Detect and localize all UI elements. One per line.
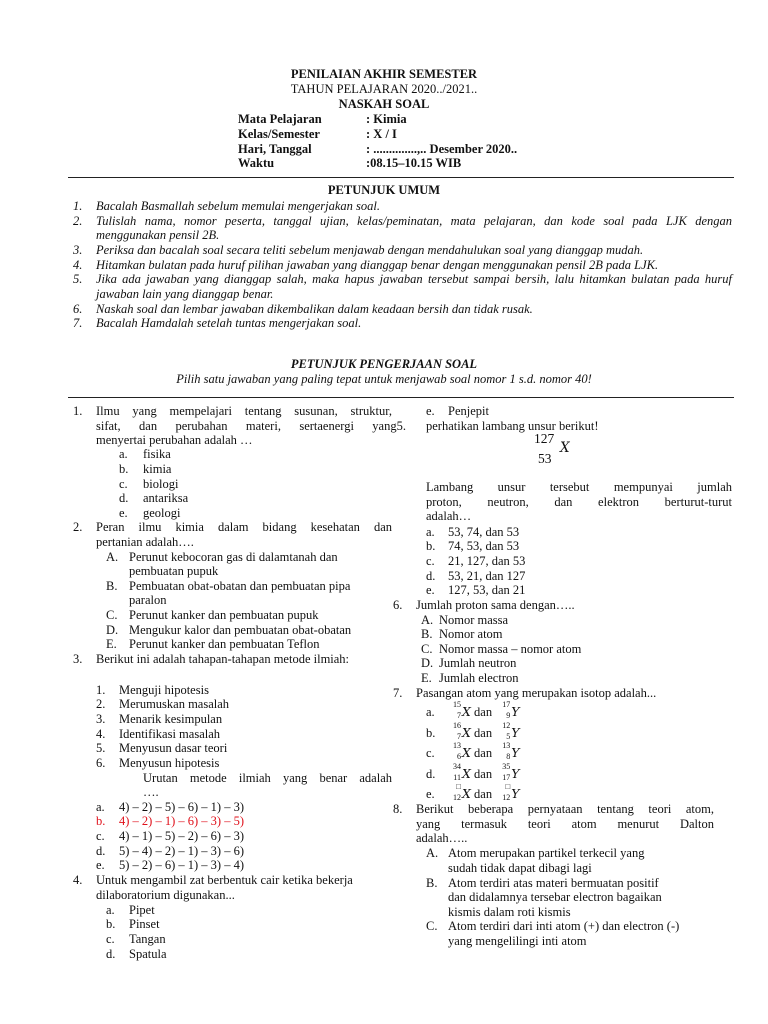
question-prompt: Urutan metode ilmiah yang benar adalah — [143, 771, 392, 785]
mass-number: 34 — [453, 762, 461, 771]
element-symbol: X — [462, 725, 471, 740]
question-text: adalah….. — [416, 831, 468, 845]
step-text: Identifikasi masalah — [119, 727, 221, 741]
option-key: a. — [106, 903, 115, 917]
option-text: Jumlah electron — [439, 671, 519, 685]
mass-number: □ — [456, 782, 461, 791]
mass-number: 16 — [453, 721, 461, 730]
question-text: sifat, dan perubahan materi, sertaenergi yang5. — [96, 419, 406, 433]
work-instruction: Pilih satu jawaban yang paling tepat untuk menjawab soal nomor 1 s.d. nomor 40! — [176, 372, 592, 386]
mass-number: 17 — [502, 700, 511, 709]
option-key: c. — [426, 554, 435, 568]
option-key: C. — [421, 642, 433, 656]
general-line: Naskah soal dan lembar jawaban dikembalikan dalam keadaan bersih dan tidak rusak. — [96, 302, 533, 316]
option-key: a. — [426, 525, 435, 539]
question-text: Berikut ini adalah tahapan-tahapan metode ilmiah: — [96, 652, 350, 666]
option-text: Pinset — [129, 917, 160, 931]
general-line: jawaban lain yang dianggap benar. — [96, 287, 274, 301]
step-text: Menyusun hipotesis — [119, 756, 220, 770]
general-num: 1. — [73, 199, 83, 213]
option-text: Spatula — [129, 947, 167, 961]
option-key: D. — [421, 656, 434, 670]
step-text: Merumuskan masalah — [119, 697, 230, 711]
question-number: 7. — [393, 686, 403, 700]
atomic-number: 9 — [506, 711, 511, 720]
meta-value-date: : ..............,.. Desember 2020.. — [366, 142, 518, 156]
dan-word: dan — [474, 746, 493, 760]
option-key: b. — [119, 462, 129, 476]
option-key-highlighted: b. — [96, 814, 106, 828]
atomic-number: 11 — [453, 773, 461, 782]
option-key: C. — [106, 608, 118, 622]
element-symbol: X — [462, 745, 471, 760]
header-divider — [68, 177, 734, 178]
option-key: B. — [426, 876, 438, 890]
option-key: c. — [96, 829, 105, 843]
option-text-highlighted: 4) – 2) – 1) – 6) – 3) – 5) — [119, 814, 244, 828]
atomic-number: 7 — [457, 732, 461, 741]
general-num: 3. — [73, 243, 83, 257]
mass-number: 127 — [534, 431, 555, 446]
atomic-number: 53 — [538, 451, 552, 466]
option-text: Atom terdiri dari inti atom (+) dan electron (-) — [448, 919, 680, 933]
option-text: fisika — [143, 447, 171, 461]
step-key: 1. — [96, 683, 106, 697]
step-key: 2. — [96, 697, 106, 711]
element-symbol: X — [560, 440, 570, 456]
meta-value-subject: : Kimia — [366, 112, 407, 126]
mass-number: 15 — [453, 700, 461, 709]
meta-label-class: Kelas/Semester — [238, 127, 320, 141]
option-text: kismis dalam roti kismis — [448, 905, 571, 919]
general-line: menggunakan pensil 2B. — [96, 228, 220, 242]
mass-number: 12 — [502, 721, 511, 730]
option-key: C. — [426, 919, 438, 933]
option-text: Atom merupakan partikel terkecil yang — [448, 846, 645, 860]
question-text: Pasangan atom yang merupakan isotop adalah... — [416, 686, 657, 700]
option-key: B. — [421, 627, 433, 641]
option-text: dan didalamnya tersebar electron bagaikan — [448, 890, 662, 904]
option-text: 53, 74, dan 53 — [448, 525, 520, 539]
option-text: geologi — [143, 506, 181, 520]
option-text: 53, 21, dan 127 — [448, 569, 526, 583]
option-key: E. — [421, 671, 432, 685]
mass-number: 35 — [502, 762, 511, 771]
mass-number: 13 — [453, 741, 461, 750]
option-text: 4) – 1) – 5) – 2) – 6) – 3) — [119, 829, 244, 843]
option-key: c. — [106, 932, 115, 946]
atomic-number: 12 — [502, 793, 511, 802]
option-key: e. — [119, 506, 128, 520]
question-number: 1. — [73, 404, 83, 418]
question-prompt: …. — [143, 785, 159, 799]
option-text: Pembuatan obat-obatan dan pembuatan pipa — [129, 579, 351, 593]
question-text: Peran ilmu kimia dalam bidang kesehatan dan — [96, 520, 392, 534]
general-num: 6. — [73, 302, 83, 316]
option-key: A. — [106, 550, 119, 564]
option-text: 21, 127, dan 53 — [448, 554, 526, 568]
step-key: 4. — [96, 727, 106, 741]
question-text: adalah… — [426, 509, 472, 523]
school-year: TAHUN PELAJARAN 2020../2021.. — [290, 82, 478, 96]
dan-word: dan — [474, 705, 493, 719]
step-text: Menarik kesimpulan — [119, 712, 223, 726]
option-key: c. — [119, 477, 128, 491]
question-text: menyertai perubahan adalah … — [96, 433, 253, 447]
option-text: antariksa — [143, 491, 189, 505]
element-symbol: Y — [511, 745, 520, 760]
question-text: proton, neutron, dan elektron berturut-turut — [426, 495, 732, 509]
option-key: D. — [106, 623, 119, 637]
option-key: a. — [96, 800, 105, 814]
option-key: d. — [119, 491, 129, 505]
question-number: 3. — [73, 652, 83, 666]
step-key: 5. — [96, 741, 106, 755]
element-symbol: Y — [511, 766, 520, 781]
option-text: Perunut kanker dan pembuatan pupuk — [129, 608, 319, 622]
option-key: E. — [106, 637, 117, 651]
general-line: Tulislah nama, nomor peserta, tanggal ujian, kelas/peminatan, mata pelajaran, dan kode soal pada LJK dengan — [96, 214, 732, 228]
option-key: B. — [106, 579, 118, 593]
option-text: yang mengelilingi inti atom — [448, 934, 587, 948]
option-text: Mengukur kalor dan pembuatan obat-obatan — [129, 623, 352, 637]
isotope-pair — [446, 700, 520, 720]
option-key: e. — [426, 787, 435, 801]
general-line: Hitamkan bulatan pada huruf pilihan jawaban yang dianggap benar dengan menggunakan pensil 2B pada LJK. — [96, 258, 659, 272]
question-text: Lambang unsur tersebut mempunyai jumlah — [426, 480, 732, 494]
general-line: Bacalah Hamdalah setelah tuntas mengerjakan soal. — [96, 316, 362, 330]
question-text: pertanian adalah…. — [96, 535, 194, 549]
work-title: PETUNJUK PENGERJAAN SOAL — [290, 357, 478, 371]
step-key: 6. — [96, 756, 106, 770]
meta-label-time: Waktu — [238, 156, 275, 170]
question-number: 4. — [73, 873, 83, 887]
option-key: e. — [426, 404, 435, 418]
meta-value-time: :08.15–10.15 WIB — [366, 156, 462, 170]
option-key: A. — [426, 846, 439, 860]
option-key: d. — [96, 844, 106, 858]
question-text: Untuk mengambil zat berbentuk cair ketika bekerja — [96, 873, 353, 887]
option-text: 4) – 2) – 5) – 6) – 1) – 3) — [119, 800, 244, 814]
isotope-pair — [446, 762, 520, 782]
option-text: pembuatan pupuk — [129, 564, 219, 578]
option-key: a. — [119, 447, 128, 461]
option-text: Perunut kebocoran gas di dalamtanah dan — [129, 550, 338, 564]
atomic-number: 5 — [506, 732, 511, 741]
isotope-pair — [446, 782, 520, 802]
atomic-number: 17 — [502, 773, 511, 782]
mass-number: □ — [505, 782, 511, 791]
option-text: Jumlah neutron — [439, 656, 517, 670]
step-text: Menyusun dasar teori — [119, 741, 228, 755]
option-key: d. — [426, 569, 436, 583]
option-text: 74, 53, dan 53 — [448, 539, 520, 553]
element-symbol: X — [462, 704, 471, 719]
general-title: PETUNJUK UMUM — [327, 183, 441, 197]
isotope-pair — [446, 721, 520, 741]
option-key: d. — [426, 767, 436, 781]
element-symbol: X — [462, 766, 471, 781]
option-text: biologi — [143, 477, 179, 491]
question-number: 6. — [393, 598, 403, 612]
general-line: Bacalah Basmallah sebelum memulai mengerjakan soal. — [96, 199, 380, 213]
option-key: d. — [106, 947, 116, 961]
option-text: Perunut kanker dan pembuatan Teflon — [129, 637, 320, 651]
option-text: sudah tidak dapat dibagi lagi — [448, 861, 592, 875]
question-number: 2. — [73, 520, 83, 534]
option-text: 5) – 4) – 2) – 1) – 3) – 6) — [119, 844, 244, 858]
step-text: Menguji hipotesis — [119, 683, 209, 697]
meta-label-subject: Mata Pelajaran — [238, 112, 322, 126]
option-key: A. — [421, 613, 434, 627]
atomic-number: 7 — [457, 711, 461, 720]
general-num: 5. — [73, 272, 83, 286]
question-text: Ilmu yang mempelajari tentang susunan, struktur, — [96, 404, 392, 418]
option-text: 127, 53, dan 21 — [448, 583, 526, 597]
option-key: e. — [426, 583, 435, 597]
option-text: Tangan — [129, 932, 166, 946]
dan-word: dan — [474, 787, 493, 801]
meta-label-date: Hari, Tanggal — [238, 142, 312, 156]
atomic-number: 6 — [457, 752, 461, 761]
option-key: b. — [426, 726, 436, 740]
dan-word: dan — [474, 726, 493, 740]
option-text: Pipet — [129, 903, 155, 917]
question-text: dilaboratorium digunakan... — [96, 888, 235, 902]
atomic-number: 12 — [453, 793, 461, 802]
atomic-number: 8 — [506, 752, 511, 761]
element-symbol: Y — [511, 725, 520, 740]
meta-value-class: : X / I — [366, 127, 397, 141]
option-text: Nomor massa — [439, 613, 509, 627]
option-text: Nomor atom — [439, 627, 503, 641]
option-key: a. — [426, 705, 435, 719]
option-text: kimia — [143, 462, 172, 476]
option-key: b. — [426, 539, 436, 553]
question-text: Jumlah proton sama dengan….. — [416, 598, 575, 612]
option-text: Atom terdiri atas materi bermuatan positif — [448, 876, 659, 890]
option-text: 5) – 2) – 6) – 1) – 3) – 4) — [119, 858, 244, 872]
option-key: b. — [106, 917, 116, 931]
option-key: e. — [96, 858, 105, 872]
element-symbol: Y — [511, 786, 520, 801]
element-symbol: Y — [511, 704, 520, 719]
questions-divider — [68, 397, 734, 398]
element-symbol: X — [462, 786, 471, 801]
general-num: 4. — [73, 258, 83, 272]
mass-number: 13 — [502, 741, 511, 750]
option-key: c. — [426, 746, 435, 760]
general-line: Jika ada jawaban yang dianggap salah, maka hapus jawaban tersebut sampai bersih, lalu hitamkan bulatan pada huruf — [96, 272, 732, 286]
question-text: Berikut beberapa pernyataan tentang teori atom, — [416, 802, 714, 816]
step-key: 3. — [96, 712, 106, 726]
general-num: 7. — [73, 316, 83, 330]
doc-type: NASKAH SOAL — [338, 97, 430, 111]
option-text: Nomor massa – nomor atom — [439, 642, 582, 656]
exam-title: PENILAIAN AKHIR SEMESTER — [290, 67, 478, 81]
isotope-pair — [446, 741, 520, 761]
question-text: yang termasuk teori atom menurut Dalton — [416, 817, 714, 831]
general-line: Periksa dan bacalah soal secara teliti sebelum menjawab dengan mendahulukan soal yang dianggap mudah. — [96, 243, 644, 257]
general-num: 2. — [73, 214, 83, 228]
question-text: perhatikan lambang unsur berikut! — [426, 419, 599, 433]
option-text: Penjepit — [448, 404, 489, 418]
option-text: paralon — [129, 593, 167, 607]
question-number: 8. — [393, 802, 403, 816]
dan-word: dan — [474, 767, 493, 781]
